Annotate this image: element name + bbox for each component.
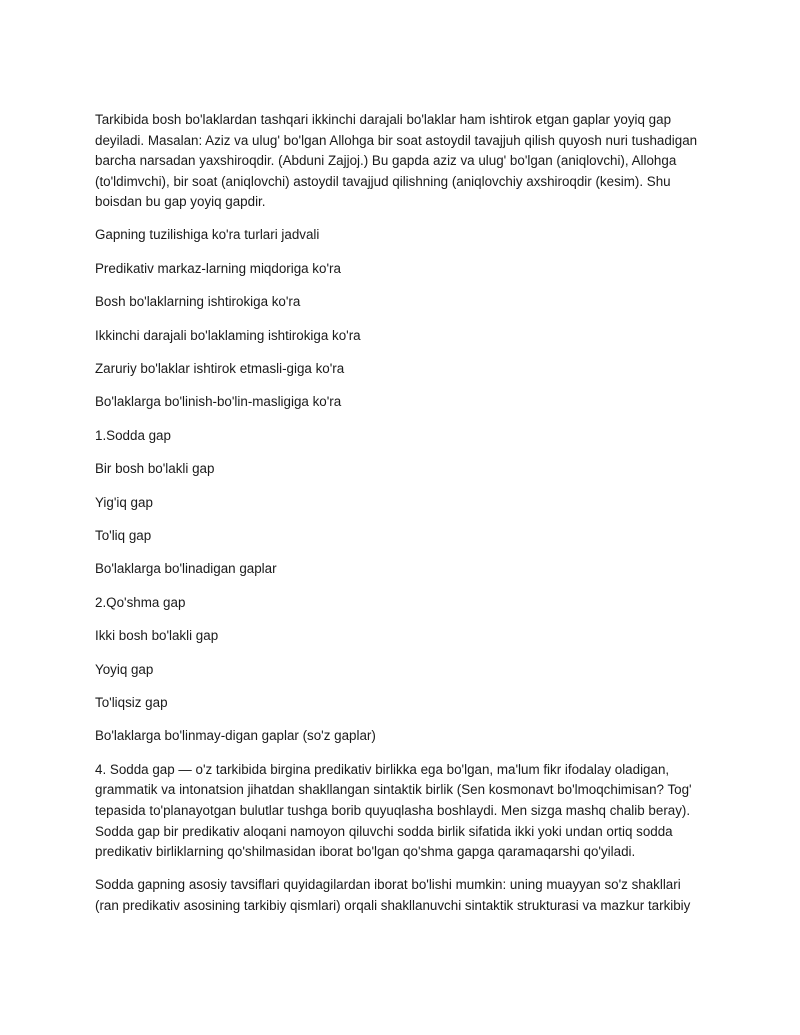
- table-title: Gapning tuzilishiga ko'ra turlari jadvali: [95, 227, 320, 243]
- list-item: Ikki bosh bo'lakli gap: [95, 628, 219, 644]
- paragraph-tavsiflar: Sodda gapning asosiy tavsiflari quyidagilardan iborat bo'lishi mumkin: uning muayyan so'z shakllari (ran predikativ asosining tarkibiy qismlari) orqali shakllanuvchi sintaktik strukturasi va mazkur tarkibiy: [95, 877, 691, 913]
- list-item: Bo'laklarga bo'linish-bo'lin-masligiga ko'ra: [95, 394, 342, 410]
- list-item: Yig'iq gap: [95, 494, 153, 510]
- list-item: 1.Sodda gap: [95, 427, 171, 443]
- paragraph-sodda-gap: 4. Sodda gap — o'z tarkibida birgina predikativ birlikka ega bo'lgan, ma'lum fikr ifodalay oladigan, grammatik va intonatsion jihatdan shakllangan sintaktik birlik (Sen kosmonavt bo'lmoqchimisan? Tog' tepasida to'planayotgan bulutlar tushga borib quyuqlasha boshlaydi. Men sizga mashq chalib beray). Sodda gap bir predikativ aloqani namoyon qiluvchi sodda birlik sifatida ikki yoki undan ortiq sodda predikativ birliklarning qo'shilmasidan iborat bo'lgan qo'shma gapga qaramaqarshi qo'yiladi.: [95, 761, 692, 860]
- list-item: Bo'laklarga bo'linmay-digan gaplar (so'z gaplar): [95, 728, 376, 744]
- intro-paragraph: Tarkibida bosh bo'laklardan tashqari ikkinchi darajali bo'laklar ham ishtirok etgan gaplar yoyiq gap deyiladi. Masalan: Aziz va ulug' bo'lgan Allohga bir soat astoydil tavajjuh qilish quyosh nuri tushadigan barcha narsadan yaxshiroqdir. (Abduni Zajjoj.) Bu gapda aziz va ulug' bo'lgan (aniqlovchi), Allohga (to'ldimvchi), bir soat (aniqlovchi) astoydil tavajjud qilishning (aniqlovchiy axshiroqdir (kesim). Shu boisdan bu gap yoyiq gapdir.: [95, 112, 698, 210]
- list-item: Bo'laklarga bo'linadigan gaplar: [95, 561, 277, 577]
- list-item: Zaruriy bo'laklar ishtirok etmasli-giga ko'ra: [95, 361, 345, 377]
- list-item: Bosh bo'laklarning ishtirokiga ko'ra: [95, 294, 301, 310]
- list-item: Bir bosh bo'lakli gap: [95, 461, 215, 477]
- list-item: To'liqsiz gap: [95, 694, 168, 710]
- list-item: Ikkinchi darajali bo'laklaming ishtirokiga ko'ra: [95, 327, 361, 343]
- list-item: Yoyiq gap: [95, 661, 154, 677]
- list-item: Predikativ markaz-larning miqdoriga ko'ra: [95, 260, 341, 276]
- list-item: To'liq gap: [95, 527, 152, 543]
- list-item: 2.Qo'shma gap: [95, 594, 186, 610]
